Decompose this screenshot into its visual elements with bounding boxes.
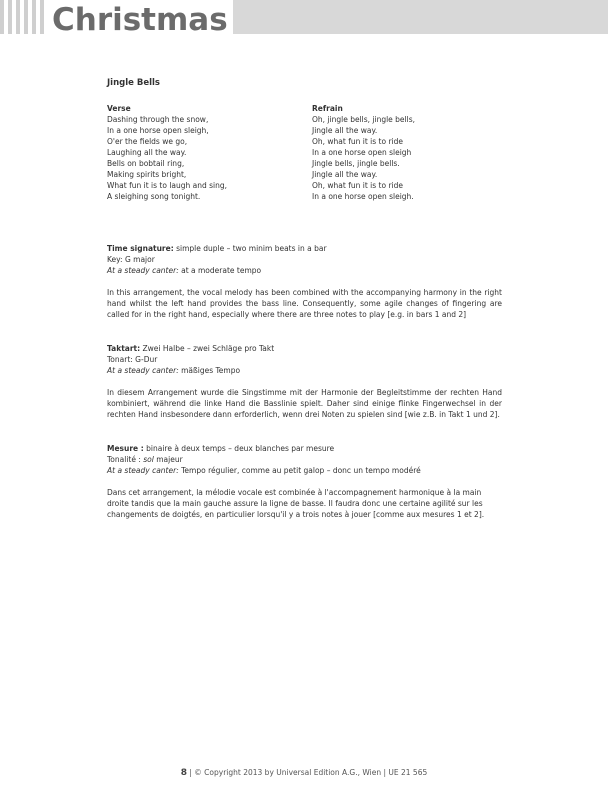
header-band bbox=[233, 0, 608, 34]
refrain-line: Jingle all the way. bbox=[312, 126, 378, 135]
tempo-line bbox=[107, 365, 502, 376]
header-stripes-decoration bbox=[0, 0, 46, 34]
time-signature-line bbox=[107, 243, 502, 254]
key-note: sol bbox=[143, 455, 154, 464]
time-signature-label: Taktart: bbox=[107, 344, 141, 353]
key-line bbox=[107, 454, 502, 465]
refrain-line: Jingle bells, jingle bells. bbox=[312, 159, 400, 168]
refrain-line: In a one horse open sleigh bbox=[312, 148, 412, 157]
page-footer bbox=[0, 768, 608, 778]
verse-column bbox=[107, 103, 297, 202]
tempo-value: at a moderate tempo bbox=[178, 266, 262, 275]
copyright-text: | © Copyright 2013 by Universal Edition A.G., Wien | UE 21 565 bbox=[189, 768, 428, 777]
french-paragraph bbox=[107, 487, 502, 520]
time-signature-value: Zwei Halbe – zwei Schläge pro Takt bbox=[140, 344, 275, 353]
verse-line: In a one horse open sleigh, bbox=[107, 126, 209, 135]
verse-heading: Verse bbox=[107, 104, 131, 113]
english-notes bbox=[107, 243, 502, 320]
refrain-line: Oh, jingle bells, jingle bells, bbox=[312, 115, 416, 124]
tempo-label: At a steady canter: bbox=[107, 266, 179, 275]
german-notes bbox=[107, 343, 502, 420]
key-line: Key: G major bbox=[107, 255, 155, 264]
verse-line: O'er the fields we go, bbox=[107, 137, 188, 146]
french-notes bbox=[107, 443, 502, 520]
key-line: Tonart: G-Dur bbox=[107, 355, 158, 364]
french-paragraph-line: changements de doigtés, en particulier lorsqu'il y a trois notes à jouer [comme aux mesures 1 et 2]. bbox=[107, 510, 485, 519]
german-paragraph: In diesem Arrangement wurde die Singstimme mit der Harmonie der Begleitstimme der rechten Hand kombiniert, während die linke Hand die Basslinie spielt. Daher sind einige flinke Fingerwechsel in der rechten Hand insbesondere dann erforderlich, wenn drei Noten zu spielen sind [wie z.B. in Takt 1 und 2]. bbox=[107, 388, 502, 419]
verse-line: Laughing all the way. bbox=[107, 148, 187, 157]
refrain-line: Oh, what fun it is to ride bbox=[312, 181, 404, 190]
time-signature-value: binaire à deux temps – deux blanches par mesure bbox=[143, 444, 335, 453]
song-title: Jingle Bells bbox=[107, 78, 160, 88]
french-paragraph-line: droite tandis que la main gauche assure la ligne de basse. Il faudra donc une certaine agilité sur les bbox=[107, 499, 483, 508]
verse-line: A sleighing song tonight. bbox=[107, 192, 201, 201]
refrain-line: In a one horse open sleigh. bbox=[312, 192, 414, 201]
refrain-line: Oh, what fun it is to ride bbox=[312, 137, 404, 146]
refrain-heading: Refrain bbox=[312, 104, 343, 113]
verse-line: Making spirits bright, bbox=[107, 170, 187, 179]
english-paragraph: In this arrangement, the vocal melody has been combined with the accompanying harmony in the right hand whilst the left hand provides the bass line. Consequently, some agile changes of fingering are called for in the right hand, especially where there are three notes to play [e.g. in bars 1 and 2] bbox=[107, 288, 502, 319]
time-signature-value: simple duple – two minim beats in a bar bbox=[173, 244, 327, 253]
page-header bbox=[0, 0, 608, 38]
time-signature-label: Mesure : bbox=[107, 444, 144, 453]
tempo-label: At a steady canter: bbox=[107, 366, 179, 375]
tempo-value: mäßiges Tempo bbox=[178, 366, 241, 375]
time-signature-label: Time signature: bbox=[107, 244, 174, 253]
verse-line: Dashing through the snow, bbox=[107, 115, 209, 124]
page-number: 8 bbox=[180, 768, 187, 778]
time-signature-line bbox=[107, 443, 502, 454]
verse-line: What fun it is to laugh and sing, bbox=[107, 181, 228, 190]
section-title: Christmas bbox=[52, 2, 228, 38]
key-suffix: majeur bbox=[153, 455, 183, 464]
french-paragraph-line: Dans cet arrangement, la mélodie vocale est combinée à l'accompagnement harmonique à la main bbox=[107, 488, 482, 497]
verse-line: Bells on bobtail ring, bbox=[107, 159, 185, 168]
tempo-label: At a steady canter: bbox=[107, 466, 179, 475]
tempo-value: Tempo régulier, comme au petit galop – donc un tempo modéré bbox=[178, 466, 421, 475]
tempo-line bbox=[107, 465, 502, 476]
tempo-line bbox=[107, 265, 502, 276]
refrain-column bbox=[312, 103, 502, 202]
key-prefix: Tonalité : bbox=[107, 455, 144, 464]
time-signature-line bbox=[107, 343, 502, 354]
refrain-line: Jingle all the way. bbox=[312, 170, 378, 179]
